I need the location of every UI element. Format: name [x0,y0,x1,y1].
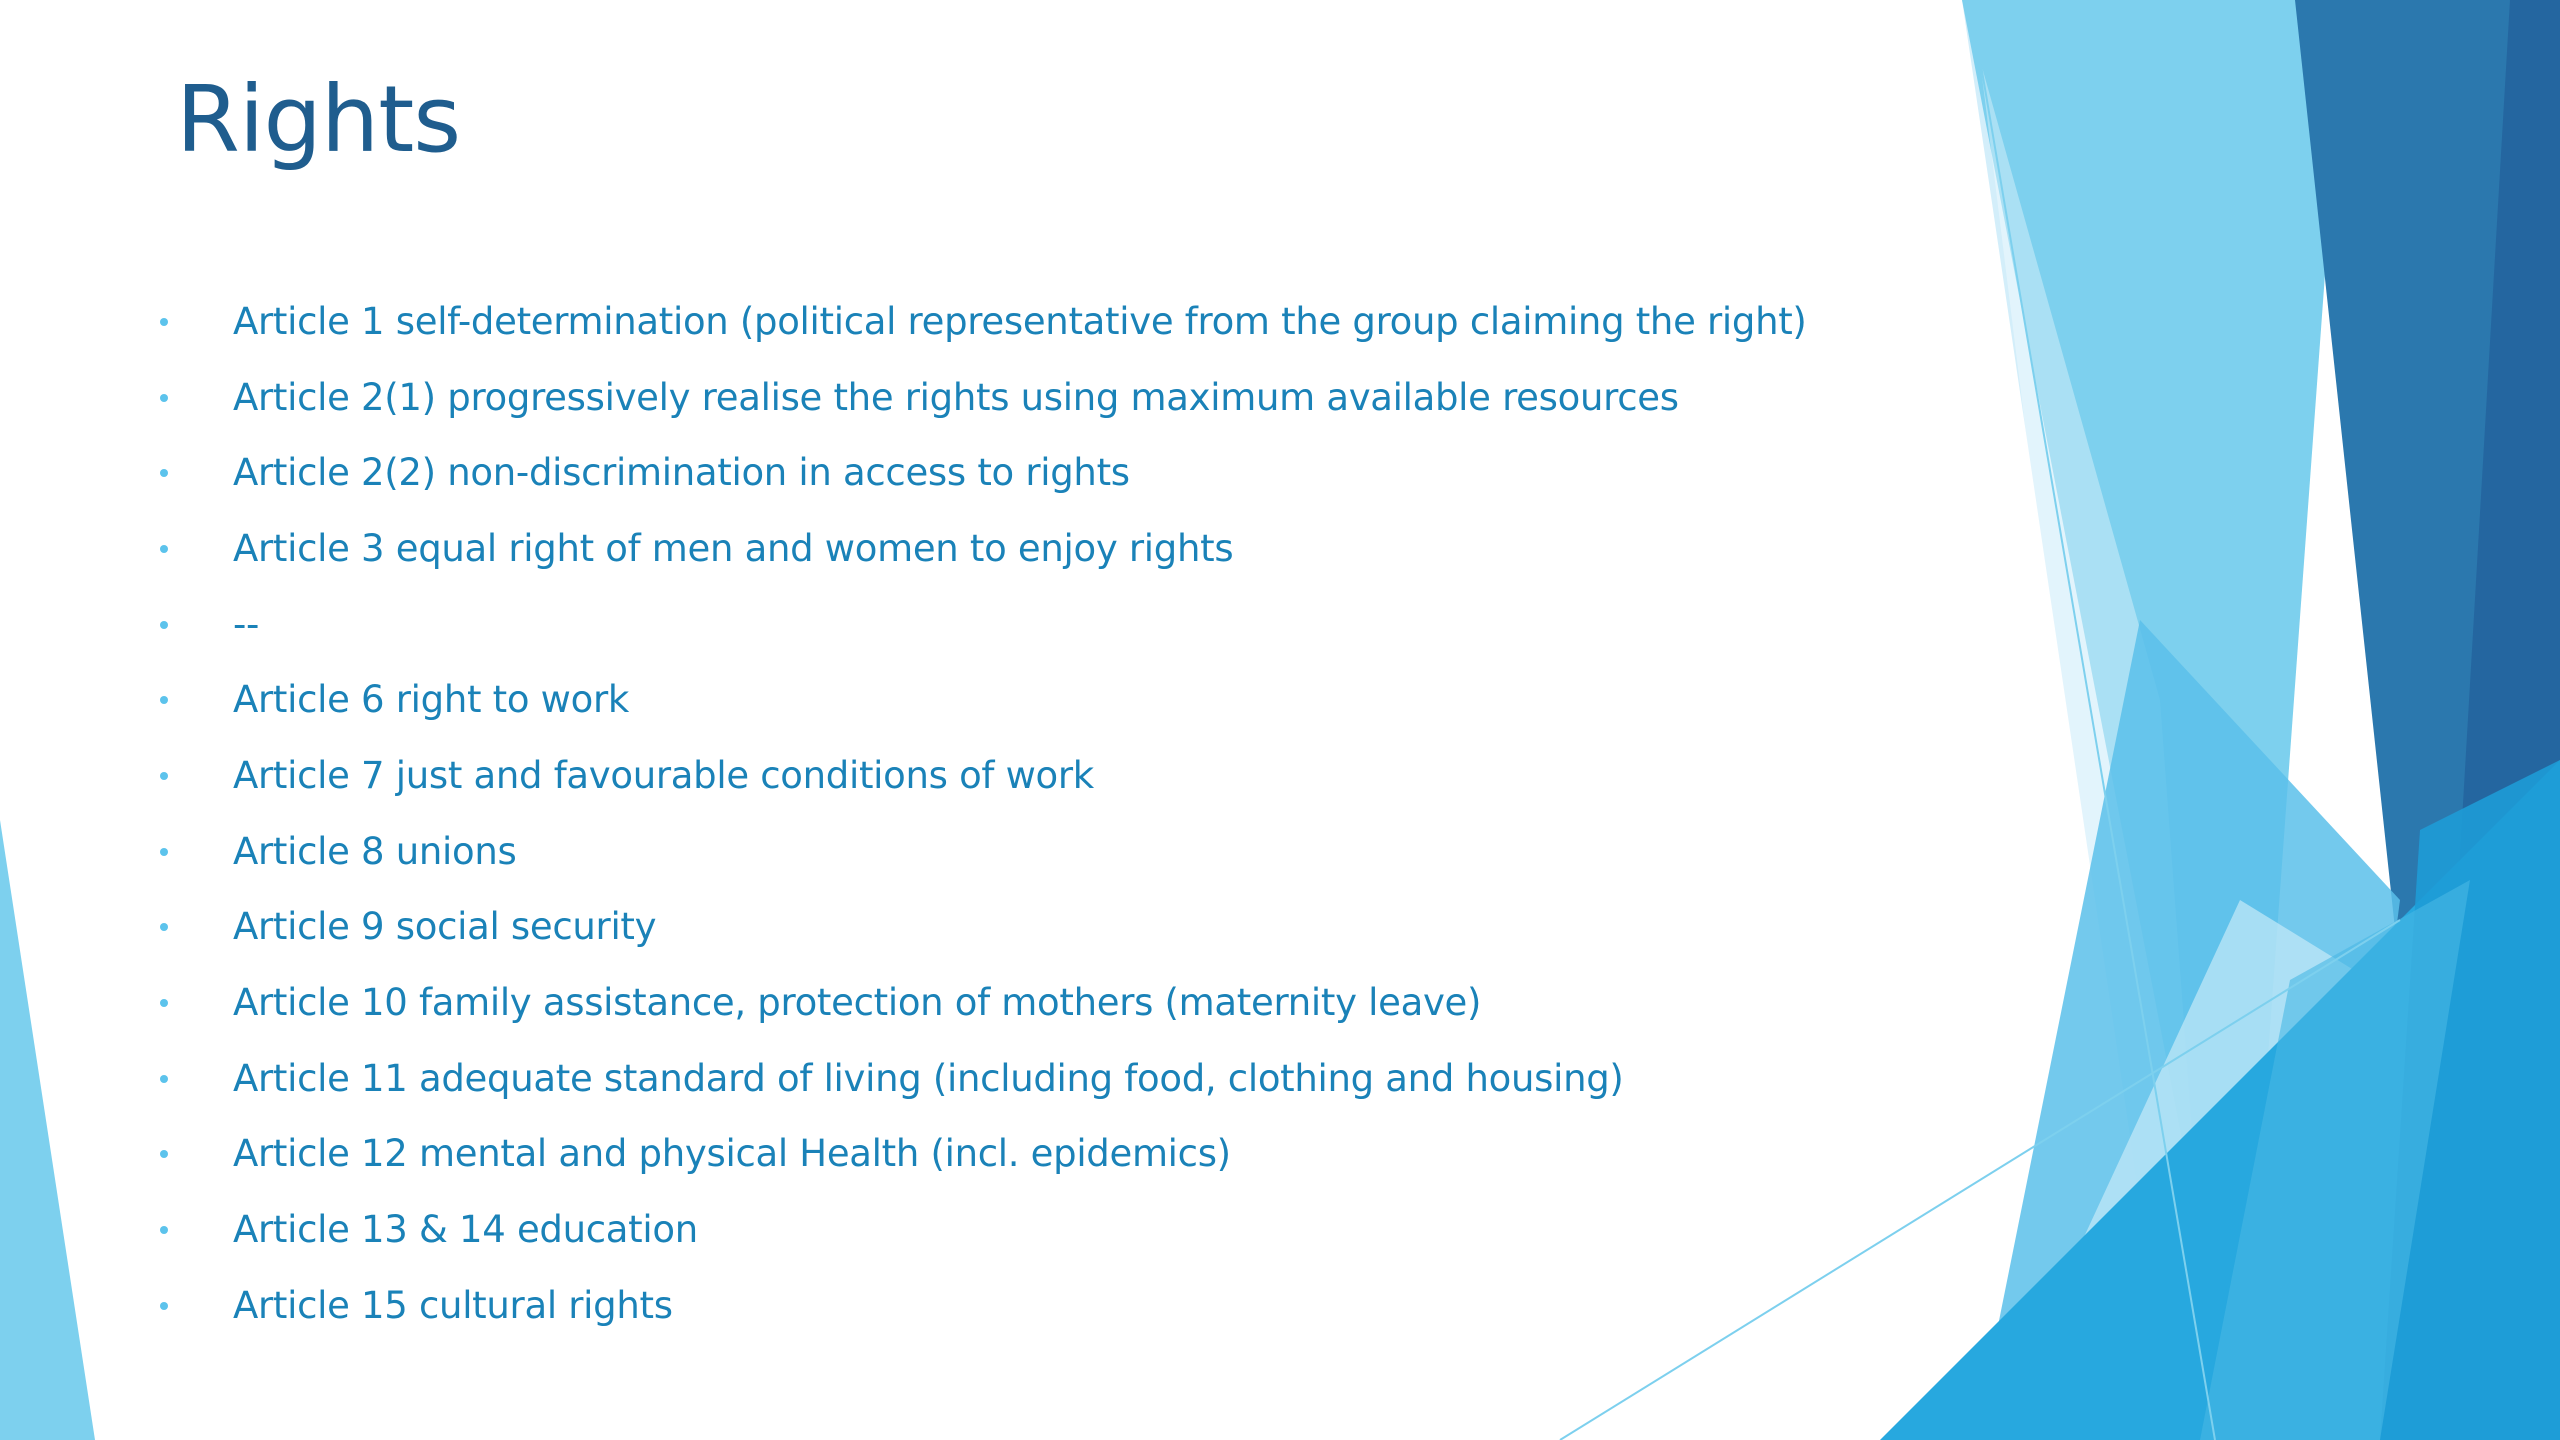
bullet-text: Article 15 cultural rights [233,1283,673,1327]
bullet-text: Article 2(2) non-discrimination in access to rights [233,451,1130,495]
bullet-text: Article 3 equal right of men and women to enjoy rights [233,526,1234,570]
bullet-dot [160,1302,168,1310]
bullet-dot [160,545,168,553]
bullet-text: Article 6 right to work [233,678,629,722]
bullet-dot [160,621,168,629]
bullet-text: Article 11 adequate standard of living (including food, clothing and housing) [233,1056,1624,1100]
bullet-text: Article 8 unions [233,829,517,873]
bullet-dot [160,848,168,856]
bullet-dot [160,318,168,326]
bullet-text: Article 12 mental and physical Health (incl. epidemics) [233,1132,1231,1176]
bullet-dot [160,999,168,1007]
bullet-text: Article 10 family assistance, protection of mothers (maternity leave) [233,981,1482,1025]
bullet-text: Article 1 self-determination (political representative from the group claiming the right) [233,299,1807,343]
bullet-dot [160,1075,168,1083]
bullet-text: Article 13 & 14 education [233,1208,698,1252]
slide-title: Rights [176,66,461,173]
bullet-text: Article 7 just and favourable conditions of work [233,753,1094,797]
bullet-text: Article 9 social security [233,905,657,949]
bullet-dot [160,394,168,402]
bullet-text: -- [233,602,260,646]
left-edge-shape [0,820,95,1440]
bullet-text: Article 2(1) progressively realise the rights using maximum available resources [233,375,1679,419]
bullet-dot [160,772,168,780]
